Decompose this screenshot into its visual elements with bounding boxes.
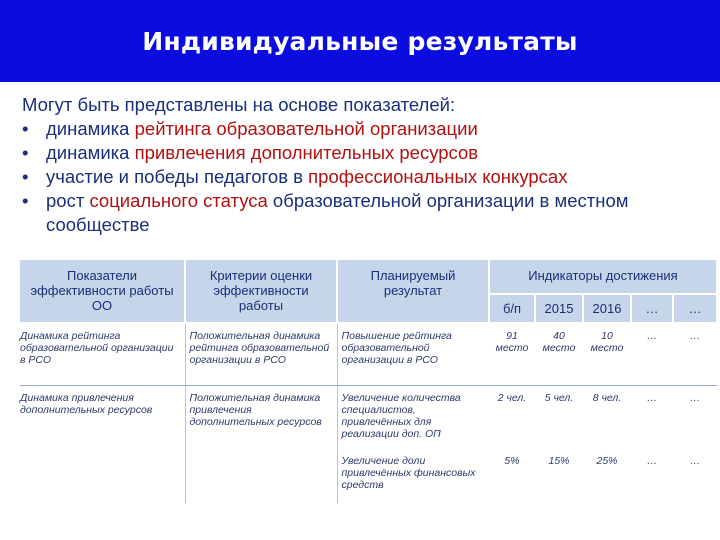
header-achievement-indicators: Индикаторы достижения — [489, 260, 717, 294]
value-cell: 10 место — [583, 323, 631, 385]
efficiency-table — [20, 260, 718, 503]
subheader-baseline: б/п — [489, 294, 535, 323]
value-cell: 15% — [535, 449, 583, 503]
bullet-item: • динамика рейтинга образовательной организации — [22, 118, 478, 139]
value-cell: … — [673, 449, 717, 503]
criterion-cell: Положительная динамика рейтинга образовательной организации в РСО — [185, 323, 337, 385]
value-cell: … — [631, 323, 673, 385]
subheader-2016: 2016 — [583, 294, 631, 323]
value-cell: 2 чел. — [489, 385, 535, 449]
indicator-cell: Динамика привлечения дополнительных ресурсов — [20, 385, 185, 503]
table-row — [20, 385, 717, 449]
bullet-icon: • — [22, 142, 29, 163]
planned-cell: Увеличение доли привлечённых финансовых средств — [337, 449, 489, 503]
value-cell: 40 место — [535, 323, 583, 385]
value-cell: 25% — [583, 449, 631, 503]
bullet-icon: • — [22, 118, 29, 139]
intro-text — [22, 93, 702, 237]
criterion-cell: Положительная динамика привлечения дополнительных ресурсов — [185, 385, 337, 503]
slide-title: Индивидуальные результаты — [142, 26, 578, 56]
title-banner — [0, 0, 720, 82]
header-indicators: Показатели эффективности работы ОО — [20, 260, 185, 323]
header-planned-result: Планируемый результат — [337, 260, 489, 323]
intro-lead: Могут быть представлены на основе показателей: — [22, 94, 456, 115]
value-cell: 5% — [489, 449, 535, 503]
indicator-bullet-list — [22, 117, 702, 237]
value-cell: 8 чел. — [583, 385, 631, 449]
subheader-2015: 2015 — [535, 294, 583, 323]
bullet-item: • участие и победы педагогов в профессиональных конкурсах — [22, 166, 568, 187]
value-cell: 5 чел. — [535, 385, 583, 449]
value-cell: … — [631, 385, 673, 449]
value-cell: … — [673, 385, 717, 449]
planned-cell: Увеличение количества специалистов, привлечённых для реализации доп. ОП — [337, 385, 489, 449]
indicator-cell: Динамика рейтинга образовательной организации в РСО — [20, 323, 185, 385]
bullet-item: • динамика привлечения дополнительных ресурсов — [22, 142, 479, 163]
bullet-item: • рост социального статуса образовательной организации в местном сообществе — [22, 190, 629, 235]
table-row — [20, 323, 717, 385]
subheader-ellipsis: … — [673, 294, 717, 323]
value-cell: … — [673, 323, 717, 385]
planned-cell: Повышение рейтинга образовательной организации в РСО — [337, 323, 489, 385]
subheader-ellipsis: … — [631, 294, 673, 323]
value-cell: … — [631, 449, 673, 503]
bullet-icon: • — [22, 190, 29, 211]
value-cell: 91 место — [489, 323, 535, 385]
bullet-icon: • — [22, 166, 29, 187]
header-criteria: Критерии оценки эффективности работы — [185, 260, 337, 323]
